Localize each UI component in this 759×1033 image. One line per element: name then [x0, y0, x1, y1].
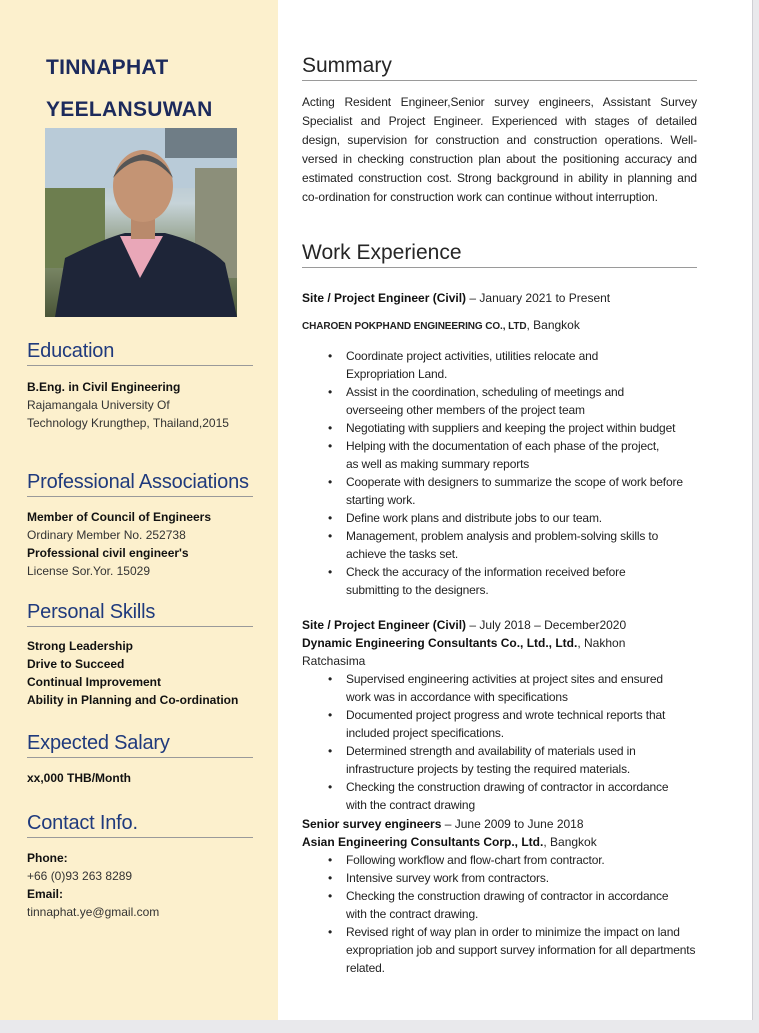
- association-1-title: Member of Council of Engineers: [27, 510, 212, 524]
- bullet-item: • Define work plans and distribute jobs to our team.: [328, 509, 700, 527]
- skill-item: Strong Leadership: [27, 639, 134, 653]
- bullet-item: • Checking the construction drawing of contractor in accordance with the contract drawing: [328, 778, 673, 814]
- job-entry: [302, 815, 702, 977]
- email-label: Email:: [27, 887, 64, 901]
- salary-heading: Expected Salary: [27, 732, 253, 758]
- job-title: Site / Project Engineer (Civil): [302, 291, 467, 305]
- job-title: Senior survey engineers: [302, 817, 442, 831]
- skills-section: [27, 637, 267, 709]
- bullet-item: • Helping with the documentation of each phase of the project, as well as making summary reports: [328, 437, 673, 473]
- job-company: Dynamic Engineering Consultants Co., Ltd., Ltd.: [302, 636, 578, 650]
- job-entry: [302, 289, 702, 599]
- job-location: , Bangkok: [526, 318, 580, 332]
- salary-value: xx,000 THB/Month: [27, 771, 132, 785]
- skill-item: Drive to Succeed: [27, 657, 125, 671]
- bullet-item: • Management, problem analysis and problem-solving skills to achieve the tasks set.: [328, 527, 700, 563]
- job-bullets: [328, 347, 702, 599]
- bullet-item: • Determined strength and availability of materials used in infrastructure projects by testing the required materials.: [328, 742, 700, 778]
- phone-label: Phone:: [27, 851, 68, 865]
- job-location: , Nakhon Ratchasima: [302, 636, 626, 668]
- summary-text: Acting Resident Engineer,Senior survey engineers, Assistant Survey Specialist and Project Engineer. Experienced with stages of detailed design, supervision for construction and construction operations. Well-versed in checking construction plan about the positioning accuracy and estimated construction cost. Strong background in ability in planning and co-ordination for construction work can continue without interruption.: [302, 95, 697, 204]
- job-bullets: [328, 670, 702, 814]
- phone-value: +66 (0)93 263 8289: [27, 869, 133, 883]
- job-company-line: [302, 833, 702, 851]
- job-title-line: [302, 815, 702, 833]
- job-company-line: [302, 634, 692, 670]
- job-bullets: [328, 851, 702, 977]
- bullet-item: • Assist in the coordination, scheduling of meetings and overseeing other members of the project team: [328, 383, 673, 419]
- name-first: TINNAPHAT: [46, 56, 169, 79]
- association-2-detail: License Sor.Yor. 15029: [27, 564, 150, 578]
- name-last: YEELANSUWAN: [46, 98, 213, 121]
- job-entry: [302, 616, 702, 814]
- school-line-2: Technology Krungthep, Thailand,2015: [27, 416, 229, 430]
- skill-item: Ability in Planning and Co-ordination: [27, 693, 239, 707]
- email-value: tinnaphat.ye@gmail.com: [27, 905, 160, 919]
- associations-section: [27, 508, 267, 580]
- job-company: CHAROEN POKPHAND ENGINEERING CO., LTD: [302, 321, 527, 332]
- work-experience-heading: Work Experience: [302, 241, 697, 268]
- bullet-item: • Documented project progress and wrote technical reports that included project specifications.: [328, 706, 700, 742]
- bullet-item: • Cooperate with designers to summarize the scope of work before starting work.: [328, 473, 700, 509]
- job-location: , Bangkok: [543, 835, 597, 849]
- bullet-item: • Coordinate project activities, utilities relocate and Expropriation Land.: [328, 347, 658, 383]
- associations-heading: Professional Associations: [27, 471, 253, 497]
- bullet-item: • Following workflow and flow-chart from contractor.: [328, 851, 700, 869]
- job-dates: – July 2018 – December2020: [466, 618, 627, 632]
- job-dates: – June 2009 to June 2018: [441, 817, 584, 831]
- profile-photo: [45, 128, 237, 317]
- education-heading: Education: [27, 340, 253, 366]
- job-dates: – January 2021 to Present: [466, 291, 611, 305]
- bullet-item: • Intensive survey work from contractors.: [328, 869, 700, 887]
- salary-section: [27, 769, 267, 787]
- association-1-detail: Ordinary Member No. 252738: [27, 528, 186, 542]
- bullet-item: • Supervised engineering activities at project sites and ensured work was in accordance with specifications: [328, 670, 688, 706]
- skills-heading: Personal Skills: [27, 601, 253, 627]
- education-section: [27, 378, 267, 432]
- association-2-title: Professional civil engineer's: [27, 546, 189, 560]
- job-company-line: [302, 316, 702, 336]
- contact-section: [27, 849, 267, 921]
- degree: B.Eng. in Civil Engineering: [27, 380, 181, 394]
- bullet-item: • Revised right of way plan in order to minimize the impact on land expropriation job and support survey information for all departments related.: [328, 923, 700, 977]
- sidebar: [0, 0, 278, 1020]
- bullet-item: • Check the accuracy of the information received before submitting to the designers.: [328, 563, 678, 599]
- skill-item: Continual Improvement: [27, 675, 162, 689]
- contact-heading: Contact Info.: [27, 812, 253, 838]
- bullet-item: • Negotiating with suppliers and keeping the project within budget: [328, 419, 700, 437]
- bullet-item: • Checking the construction drawing of contractor in accordance with the contract drawing.: [328, 887, 673, 923]
- school-line-1: Rajamangala University Of: [27, 398, 170, 412]
- summary-heading: Summary: [302, 54, 697, 81]
- job-company: Asian Engineering Consultants Corp., Ltd.: [302, 835, 544, 849]
- job-title-line: [302, 289, 702, 307]
- job-title-line: [302, 616, 702, 634]
- job-title: Site / Project Engineer (Civil): [302, 618, 467, 632]
